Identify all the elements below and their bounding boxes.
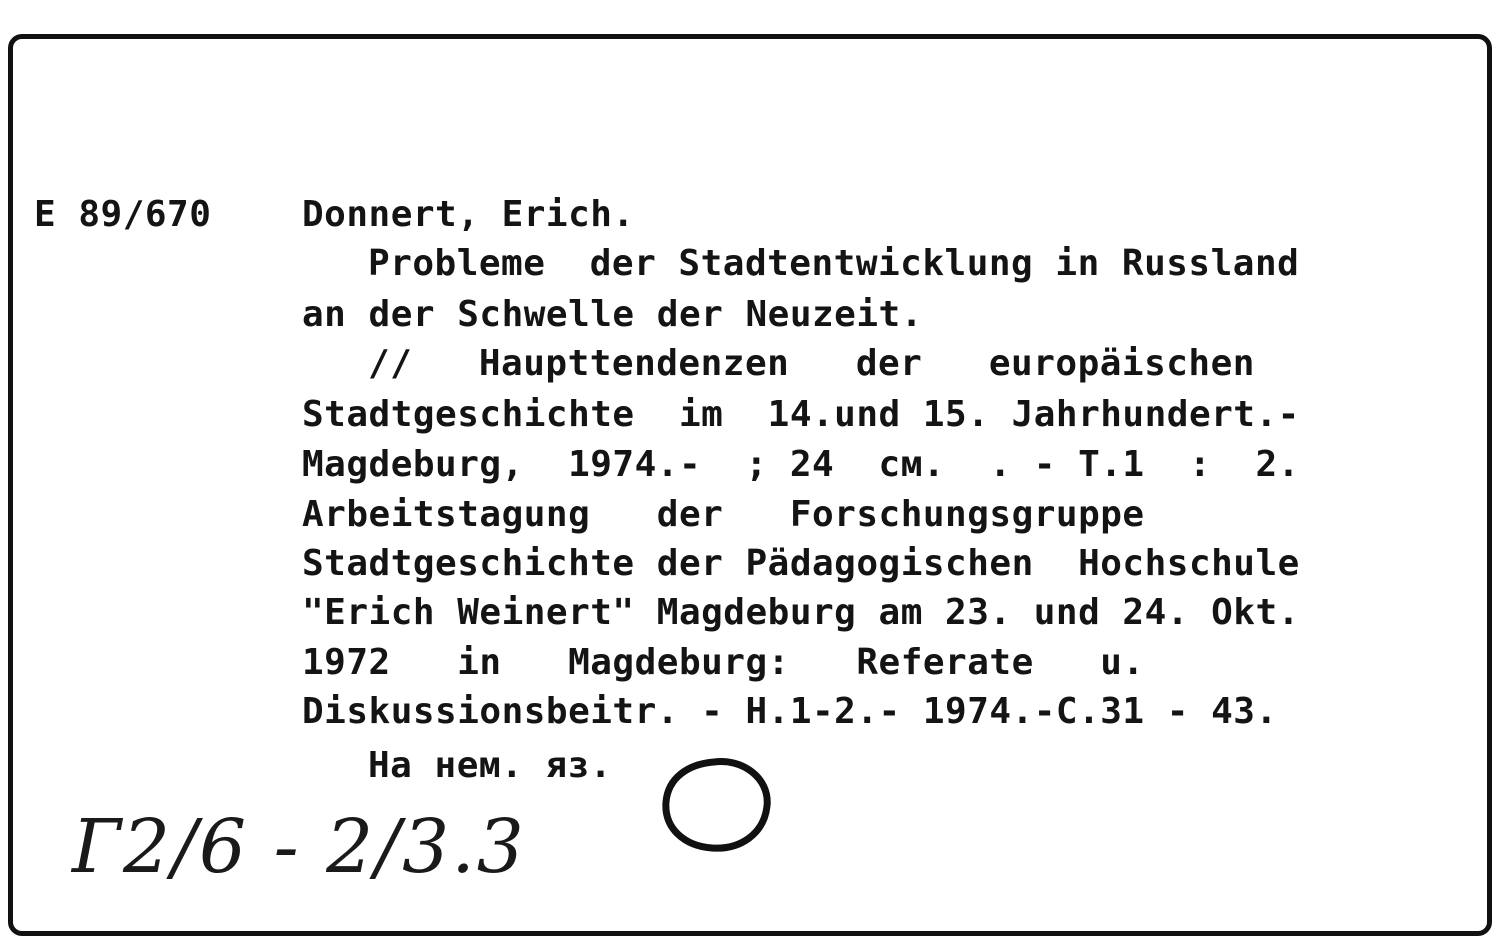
title-line: an der Schwelle der Neuzeit. [302, 294, 923, 335]
source-line: // Haupttendenzen der europäischen [368, 343, 1255, 384]
call-number: Е 89/670 [34, 194, 212, 235]
source-line: Diskussionsbeitr. - H.1-2.- 1974.-С.31 - 43. [302, 691, 1278, 732]
source-line: "Erich Weinert" Magdeburg am 23. und 24. Okt. [302, 592, 1300, 633]
handwritten-note: Г2/6 - 2/3.3 [72, 804, 526, 890]
language-note: На нем. яз. [368, 745, 612, 786]
source-line: Stadtgeschichte im 14.und 15. Jahrhundert.- [302, 394, 1300, 435]
source-line: Magdeburg, 1974.- ; 24 см. . - Т.1 : 2. [302, 444, 1300, 485]
author: Donnert, Erich. [302, 194, 635, 235]
punch-hole-icon [652, 748, 782, 858]
source-line: Stadtgeschichte der Pädagogischen Hochschule [302, 543, 1300, 584]
title-line: Probleme der Stadtentwicklung in Russland [368, 243, 1300, 284]
source-line: Arbeitstagung der Forschungsgruppe [302, 494, 1145, 535]
source-line: 1972 in Magdeburg: Referate u. [302, 642, 1145, 683]
